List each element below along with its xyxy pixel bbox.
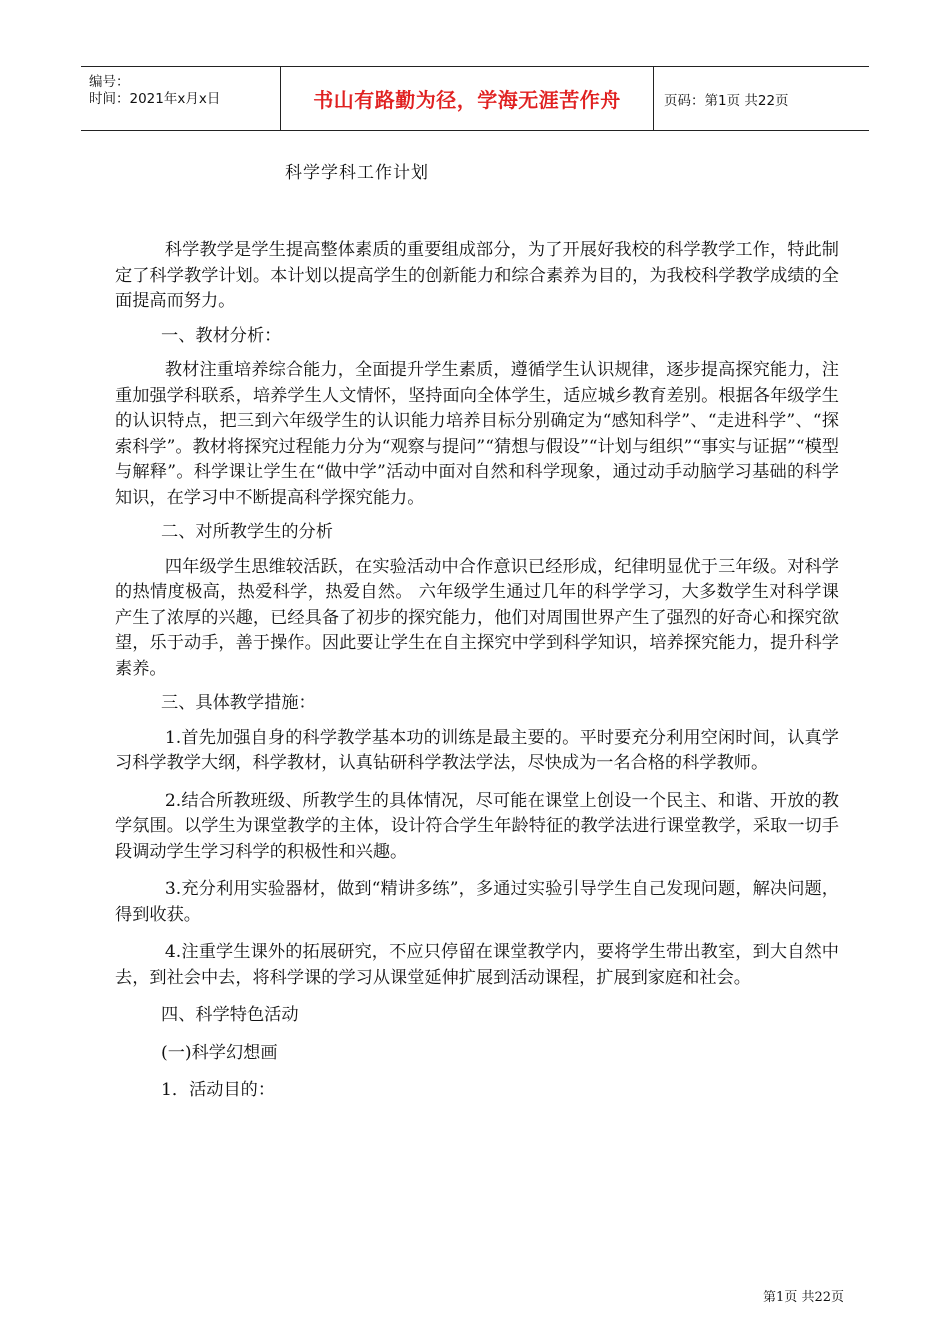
measure-item-3: 3.充分利用实验器材，做到“精讲多练”，多通过实验引导学生自己发现问题，解决问题，得到收获。: [115, 879, 839, 925]
document-body: [115, 238, 839, 1104]
measure-item-4: 4.注重学生课外的拓展研究，不应只停留在课堂教学内，要将学生带出教室，到大自然中去，到社会中去，将科学课的学习从课堂延伸扩展到活动课程，扩展到家庭和社会。: [115, 942, 839, 988]
header-page-info: 页码：第1页 共22页: [664, 92, 789, 109]
header-meta: [81, 67, 281, 130]
section-heading-students: 二、对所教学生的分析: [161, 522, 333, 542]
document-title: 科学学科工作计划: [285, 163, 429, 183]
measure-item-1: 1.首先加强自身的科学教学基本功的训练是最主要的。平时要充分利用空闲时间，认真学习科学教学大纲，科学教材，认真钻研科学教法学法，尽快成为一名合格的科学教师。: [115, 727, 839, 773]
intro-paragraph: 科学教学是学生提高整体素质的重要组成部分，为了开展好我校的科学教学工作，特此制定了科学教学计划。本计划以提高学生的创新能力和综合素养为目的，为我校科学教学成绩的全面提高而努力。: [115, 240, 839, 311]
subsection-heading-fantasy-drawing: (一)科学幻想画: [161, 1042, 278, 1063]
section-paragraph-students: 四年级学生思维较活跃，在实验活动中合作意识已经形成，纪律明显优于三年级。对科学的热情度极高，热爱科学，热爱自然。 六年级学生通过几年的科学学习，大多数学生对科学课产生了浓厚的兴趣，已经具备了初步的探究能力，他们对周围世界产生了强烈的好奇心和探究欲望，乐于动手，善于操作。因此要让学生在自主探究中学到科学知识，培养探究能力，提升科学素养。: [115, 556, 839, 679]
measure-item-2: 2.结合所教班级、所教学生的具体情况，尽可能在课堂上创设一个民主、和谐、开放的教学氛围。以学生为课堂教学的主体，设计符合学生年龄特征的教学法进行课堂教学，采取一切手段调动学生学习科学的积极性和兴趣。: [115, 790, 839, 862]
header-motto: 书山有路勤为径，学海无涯苦作舟: [281, 67, 654, 130]
page-footer: 第1页 共22页: [763, 1290, 844, 1305]
section-paragraph-materials: 教材注重培养综合能力，全面提升学生素质，遵循学生认识规律，逐步提高探究能力，注重加强学科联系，培养学生人文情怀，坚持面向全体学生，适应城乡教育差别。根据各年级学生的认识特点，把三到六年级学生的认识能力培养目标分别确定为“感知科学”、“走进科学”、“探索科学”。教材将探究过程能力分为“观察与提问”“猜想与假设”“计划与组织”“事实与证据”“模型与解释”。科学课让学生在“做中学”活动中面对自然和科学现象，通过动手动脑学习基础的科学知识，在学习中不断提高科学探究能力。: [115, 360, 839, 508]
page-header: [81, 66, 869, 131]
item-heading-activity-purpose: 1．活动目的：: [161, 1080, 276, 1100]
section-heading-activities: 四、科学特色活动: [161, 1005, 299, 1025]
section-heading-materials: 一、教材分析：: [161, 325, 282, 346]
document-time-label: 时间：2021年x月x日: [89, 91, 221, 107]
section-heading-measures: 三、具体教学措施：: [161, 693, 316, 713]
document-number-label: 编号：: [89, 74, 130, 90]
